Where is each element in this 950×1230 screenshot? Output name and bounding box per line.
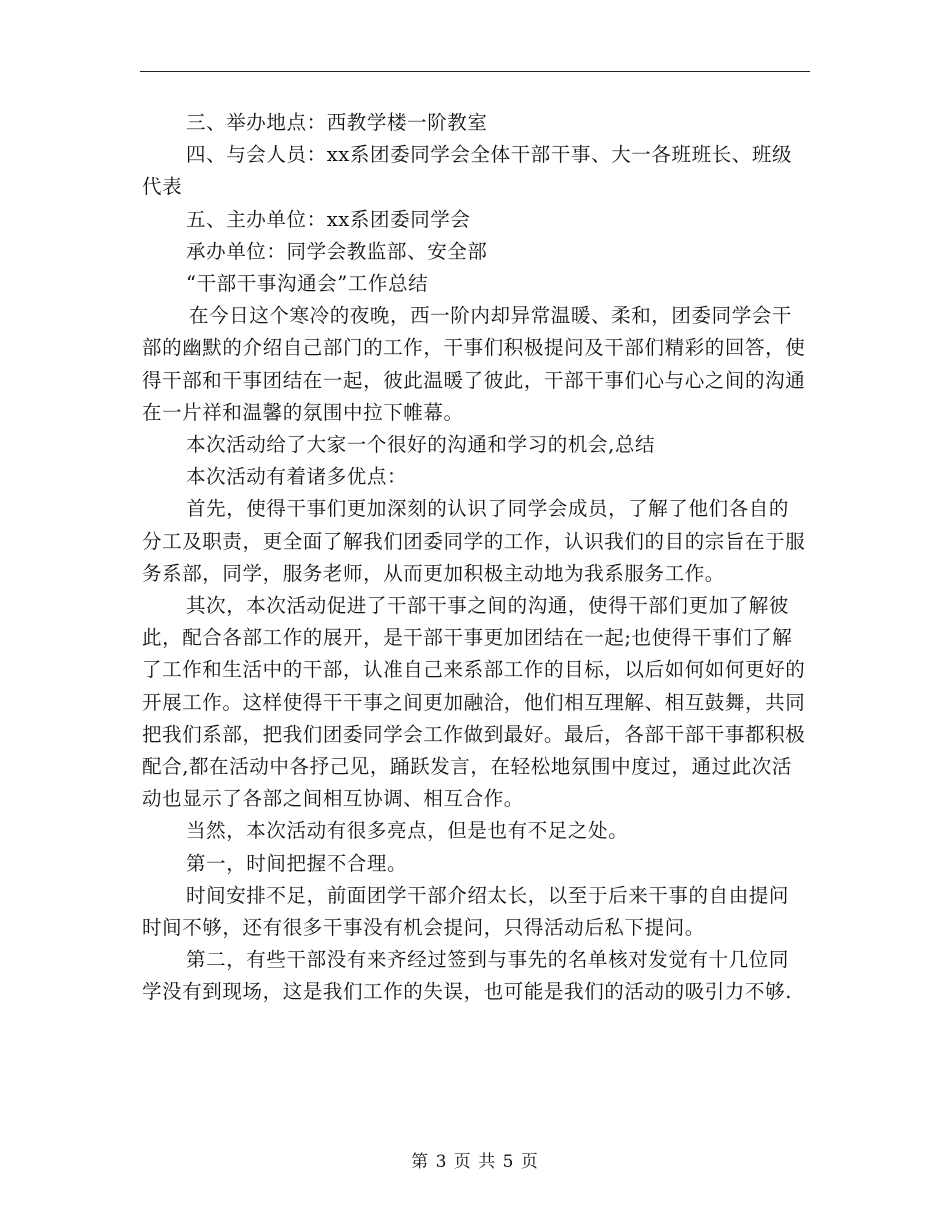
document-body [142,107,808,1009]
paragraph-second: 其次，本次活动促进了干部干事之间的沟通，使得干部们更加了解彼此，配合各部工作的展开，是干部干事更加团结在一起;也使得干事们了解了工作和生活中的干部，认准自己来系部工作的目标，以后如何如何更好的开展工作。这样使得干干事之间更加融洽，他们相互理解、相互鼓舞，共同把我们系部，把我们团委同学会工作做到最好。最后，各部干部干事都积极配合,都在活动中各抒己见，踊跃发言，在轻松地氛围中度过，通过此次活动也显示了各部之间相互协调、相互合作。 [142,594,806,811]
paragraph-first: 首先，使得干事们更加深刻的认识了同学会成员，了解了他们各自的分工及职责，更全面了解我们团委同学的工作，认识我们的目的宗旨在于服务系部，同学，服务老师，从而更加积极主动地为我系服务工作。 [142,497,806,585]
paragraph-summary-lead: 本次活动给了大家一个很好的沟通和学习的机会,总结 [186,433,656,457]
paragraph-shortcomings: 当然，本次活动有很多亮点，但是也有不足之处。 [186,819,629,843]
paragraph-attendees: 四、与会人员：xx系团委同学会全体干部干事、大一各班班长、班级代表 [142,143,793,199]
paragraph-intro: 在今日这个寒冷的夜晚，西一阶内却异常温暖、柔和，团委同学会干部的幽默的介绍自己部门的工作，干事们积极提问及干部们精彩的回答，使得干部和干事团结在一起，彼此温暖了彼此，干部干事们心与心之间的沟通在一片祥和温馨的氛围中拉下帷幕。 [142,304,806,424]
page-footer: 第 3 页 共 5 页 [411,1152,539,1172]
paragraph-organizer: 承办单位：同学会教监部、安全部 [186,239,488,263]
paragraph-host: 五、主办单位：xx系团委同学会 [186,207,471,231]
paragraph-advantages-lead: 本次活动有着诸多优点： [186,465,408,489]
header-rule [140,71,810,72]
paragraph-issue-one-detail: 时间安排不足，前面团学干部介绍太长，以至于后来干事的自由提问时间不够，还有很多干事没有机会提问，只得活动后私下提问。 [142,883,790,940]
paragraph-venue: 三、举办地点：西教学楼一阶教室 [186,111,488,134]
paragraph-issue-one: 第一，时间把握不合理。 [186,851,408,875]
paragraph-issue-two: 第二，有些干部没有来齐经过签到与事先的名单核对发觉有十几位同学没有到现场，这是我们工作的失误，也可能是我们的活动的吸引力不够. [142,948,792,1004]
section-title: “干部干事沟通会”工作总结 [186,272,429,296]
